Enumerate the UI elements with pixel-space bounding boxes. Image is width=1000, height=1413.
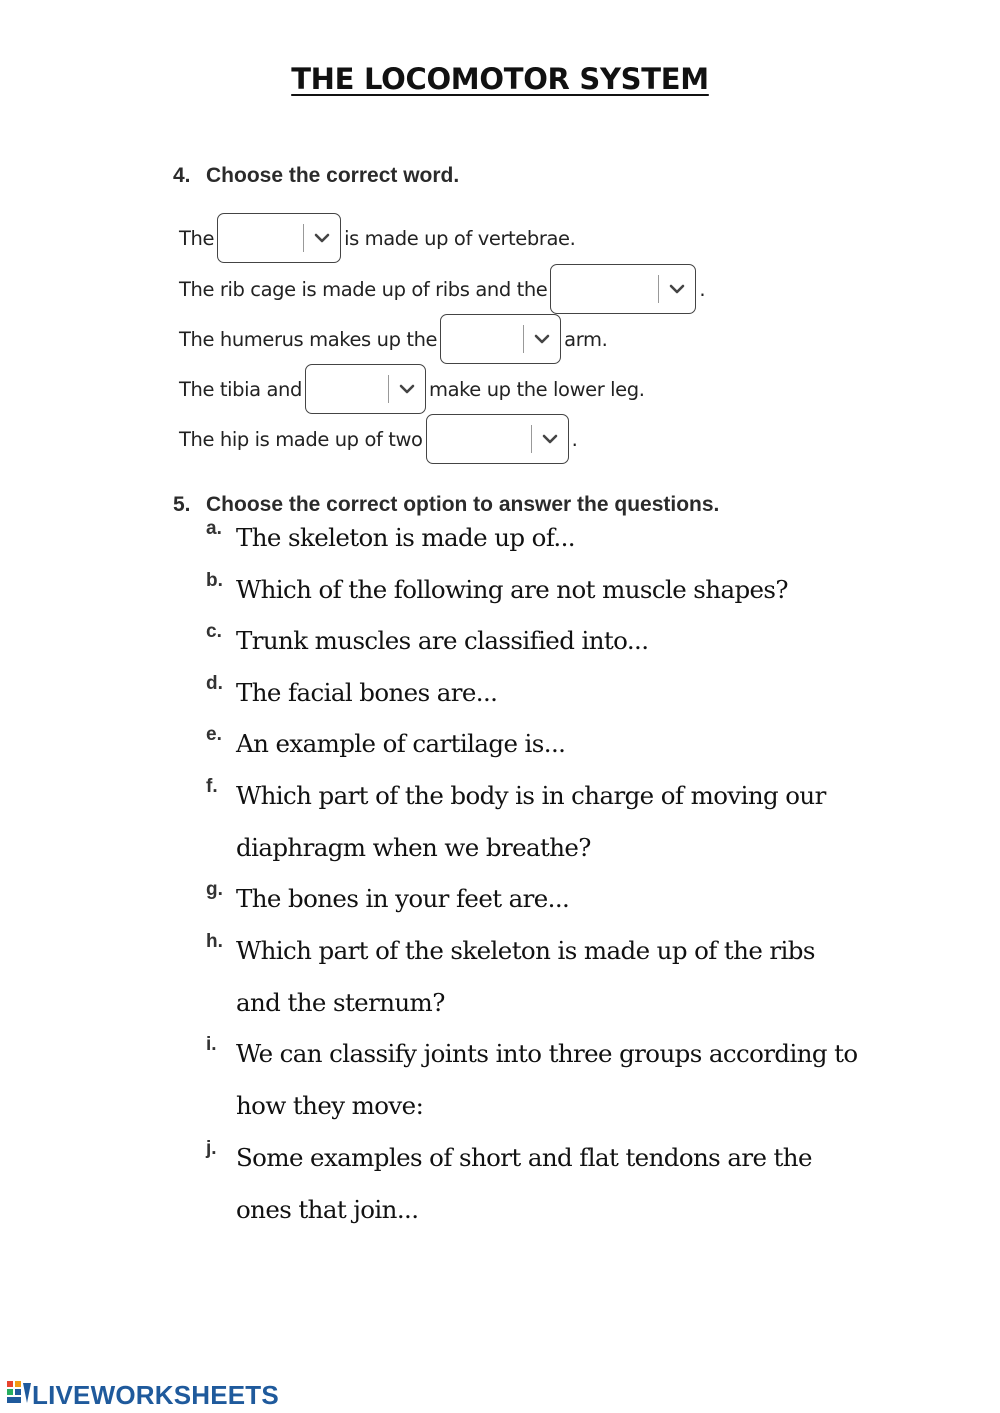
question-text: The skeleton is made up of... [236,523,575,552]
question-letter: j. [206,1138,217,1159]
question-text: The facial bones are... [236,678,498,707]
question-letter: e. [206,724,222,745]
logo-text: LIVEWORKSHEETS [32,1379,279,1410]
fill-text-after: . [699,277,706,301]
answer-dropdown-3[interactable] [440,314,561,364]
answer-dropdown-5[interactable] [426,414,569,464]
fill-text-after: . [571,427,578,451]
question-letter: b. [206,570,223,591]
question-letter: g. [206,879,223,900]
question-text: Some examples of short and flat tendons are the ones that join... [236,1143,812,1224]
question-text: Which of the following are not muscle shapes? [236,575,788,604]
section-4-number: 4. [173,164,191,187]
fill-row-1 [179,213,575,263]
question-letter: h. [206,931,223,952]
chevron-down-icon [659,265,695,313]
question-text: We can classify joints into three groups according to how they move: [236,1039,858,1120]
fill-text-before: The hip is made up of two [179,427,423,451]
question-a [206,512,866,564]
question-letter: c. [206,621,222,642]
question-text: An example of cartilage is... [236,729,566,758]
chevron-down-icon [524,315,560,363]
question-text: Trunk muscles are classified into... [236,626,649,655]
question-text: Which part of the skeleton is made up of the ribs and the sternum? [236,936,815,1017]
section-5-title: Choose the correct option to answer the questions. [206,493,720,516]
question-text: Which part of the body is in charge of moving our diaphragm when we breathe? [236,781,826,862]
chevron-down-icon [389,365,425,413]
fill-text-before: The rib cage is made up of ribs and the [179,277,548,301]
question-d [206,667,866,719]
answer-dropdown-4[interactable] [305,364,426,414]
question-letter: i. [206,1034,217,1055]
question-e [206,718,866,770]
fill-text-after: make up the lower leg. [428,377,645,401]
question-letter: a. [206,518,222,539]
section-4-title: Choose the correct word. [206,164,460,187]
answer-dropdown-1[interactable] [217,213,341,263]
fill-row-5 [179,414,577,464]
section-4-heading [173,164,459,188]
section-5-number: 5. [173,493,191,516]
liveworksheets-logo-icon [6,1379,32,1412]
fill-row-3 [179,314,607,364]
fill-text-after: arm. [564,327,608,351]
fill-row-4 [179,364,645,414]
chevron-down-icon [532,415,568,463]
page-title: THE LOCOMOTOR SYSTEM [291,62,709,96]
question-letter: d. [206,673,223,694]
question-b [206,564,866,616]
fill-text-before: The humerus makes up the [179,327,438,351]
question-h [206,925,866,1028]
question-letter: f. [206,776,218,797]
question-text: The bones in your feet are... [236,884,570,913]
question-c [206,615,866,667]
answer-dropdown-2[interactable] [550,264,696,314]
question-i [206,1028,866,1131]
fill-text-before: The [179,226,215,250]
question-g [206,873,866,925]
liveworksheets-logo[interactable] [6,1380,279,1410]
question-j [206,1132,866,1235]
fill-text-after: is made up of vertebrae. [344,226,576,250]
chevron-down-icon [304,214,340,262]
fill-row-2 [179,264,705,314]
fill-text-before: The tibia and [179,377,302,401]
question-f [206,770,866,873]
